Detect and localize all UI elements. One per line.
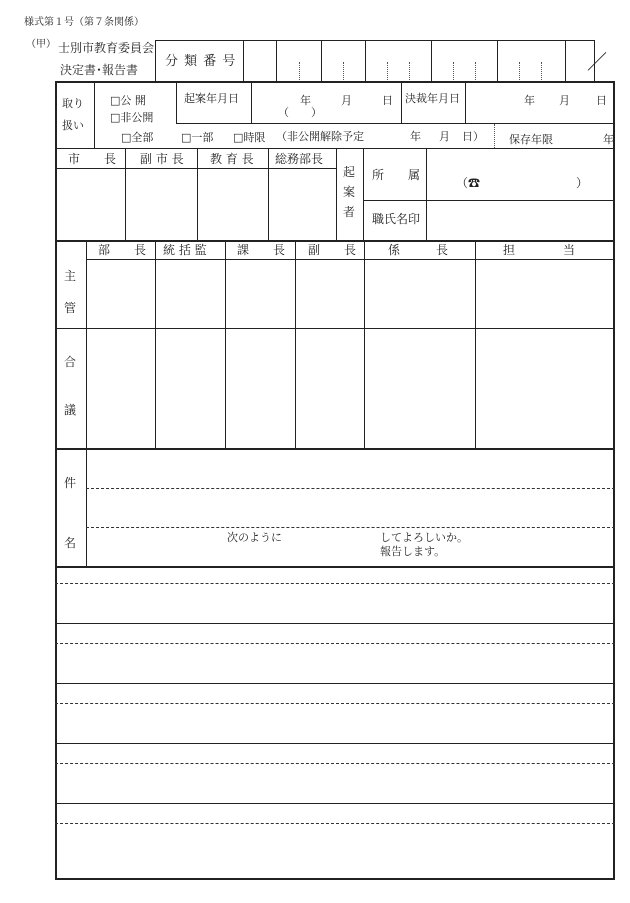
subject-label-1: 件	[63, 476, 76, 490]
retention-separator	[494, 124, 495, 148]
divider	[401, 81, 402, 124]
digit-guide	[343, 62, 344, 80]
decision-year: 年	[524, 94, 535, 107]
divider	[321, 40, 322, 82]
main-section-label-1: 主	[63, 269, 76, 283]
affiliation-label: 所 属	[372, 168, 421, 182]
header-mayor: 市 長	[68, 152, 117, 166]
drafter-label-3: 者	[342, 205, 355, 219]
handling-label-bottom: 扱い	[62, 119, 84, 132]
decision-day: 日	[596, 94, 607, 107]
divider	[364, 240, 365, 448]
drafter-label-2: 案	[342, 185, 355, 199]
divider	[363, 148, 364, 240]
digit-guide	[475, 62, 476, 80]
subject-ok-question: してよろしいか。	[380, 531, 468, 544]
draft-month: 月	[341, 94, 352, 107]
decision-date-label: 決裁年月日	[405, 92, 460, 105]
digit-guide	[387, 62, 388, 80]
dashed-line	[55, 823, 615, 824]
organization-name: 士別市教育委員会	[58, 41, 155, 55]
checkbox-timelimit[interactable]: □時限	[233, 131, 266, 144]
header-supervisor: 統 括 監	[163, 243, 207, 257]
header-section-chief: 課 長	[237, 243, 286, 257]
dashed-line	[55, 763, 615, 764]
subject-report: 報告します。	[380, 545, 446, 558]
release-month: 月	[439, 130, 450, 143]
ko-mark: （甲）	[26, 39, 56, 50]
digit-guide	[519, 62, 520, 80]
digit-guide	[541, 62, 542, 80]
digit-guide	[299, 62, 300, 80]
solid-line	[55, 623, 615, 624]
checkbox-all[interactable]: □全部	[121, 131, 154, 144]
phone-field[interactable]: （☎ ）	[456, 176, 589, 190]
divider	[336, 148, 337, 240]
retention-label: 保存年限	[509, 133, 553, 146]
divider	[431, 40, 432, 82]
divider	[295, 240, 296, 448]
document-type: 決定書･報告書	[60, 63, 139, 77]
divider	[125, 148, 126, 240]
draft-paren: （ ）	[278, 106, 322, 119]
drafter-label-1: 起	[342, 165, 355, 179]
consult-section-label-2: 議	[63, 403, 76, 417]
divider	[86, 240, 87, 448]
header-director: 部 長	[98, 243, 147, 257]
release-day: 日）	[462, 130, 484, 143]
draft-date-label: 起案年月日	[184, 92, 239, 105]
style-number: 様式第１号（第７条関係）	[24, 17, 144, 28]
divider	[363, 200, 615, 201]
header-education-chief: 教 育 長	[210, 152, 254, 166]
header-vice-mayor: 副 市 長	[140, 152, 184, 166]
divider	[86, 259, 615, 260]
checkbox-public[interactable]: □公 開	[110, 94, 146, 107]
dashed-line	[55, 583, 615, 584]
divider	[565, 40, 566, 82]
subject-as-follows: 次のように	[227, 531, 282, 544]
divider	[225, 240, 226, 448]
solid-line	[55, 683, 615, 684]
divider	[497, 40, 498, 82]
divider	[243, 40, 244, 82]
release-year: 年	[410, 130, 421, 143]
divider	[155, 240, 156, 448]
dashed-line	[86, 527, 615, 528]
header-unit-chief: 係 長	[388, 243, 449, 257]
retention-unit: 年	[603, 133, 614, 146]
header-in-charge: 担 当	[503, 243, 576, 257]
digit-guide	[409, 62, 410, 80]
divider	[94, 81, 95, 148]
divider	[268, 148, 269, 240]
divider	[176, 81, 177, 124]
header-general-affairs: 総務部長	[275, 152, 324, 166]
release-label: （非公開解除予定	[276, 130, 364, 143]
divider	[55, 448, 615, 450]
dashed-line	[86, 488, 615, 489]
divider	[176, 123, 615, 124]
divider	[426, 148, 427, 240]
divider	[55, 168, 336, 169]
divider	[55, 566, 615, 568]
checkbox-nonpublic[interactable]: □非公開	[110, 111, 154, 124]
divider	[197, 148, 198, 240]
handling-label-top: 取り	[62, 97, 84, 110]
divider	[475, 240, 476, 448]
main-section-label-2: 管	[63, 301, 76, 315]
subject-label-2: 名	[63, 536, 76, 550]
draft-year: 年	[300, 94, 311, 107]
digit-guide	[453, 62, 454, 80]
classification-label: 分 類 番 号	[165, 54, 237, 69]
checkbox-partial[interactable]: □一部	[181, 131, 214, 144]
consult-section-label-1: 合	[63, 355, 76, 369]
divider	[55, 148, 615, 149]
draft-day: 日	[382, 94, 393, 107]
divider	[55, 328, 615, 329]
divider	[251, 81, 252, 124]
solid-line	[55, 743, 615, 744]
divider	[276, 40, 277, 82]
solid-line	[55, 803, 615, 804]
divider	[365, 40, 366, 82]
dashed-line	[55, 643, 615, 644]
divider	[86, 448, 87, 567]
name-seal-label: 職氏名印	[372, 212, 421, 226]
dashed-line	[55, 703, 615, 704]
divider	[465, 81, 466, 124]
divider	[55, 240, 615, 242]
classification-slash: ／	[587, 50, 607, 74]
header-deputy: 副 長	[308, 243, 357, 257]
decision-month: 月	[559, 94, 570, 107]
